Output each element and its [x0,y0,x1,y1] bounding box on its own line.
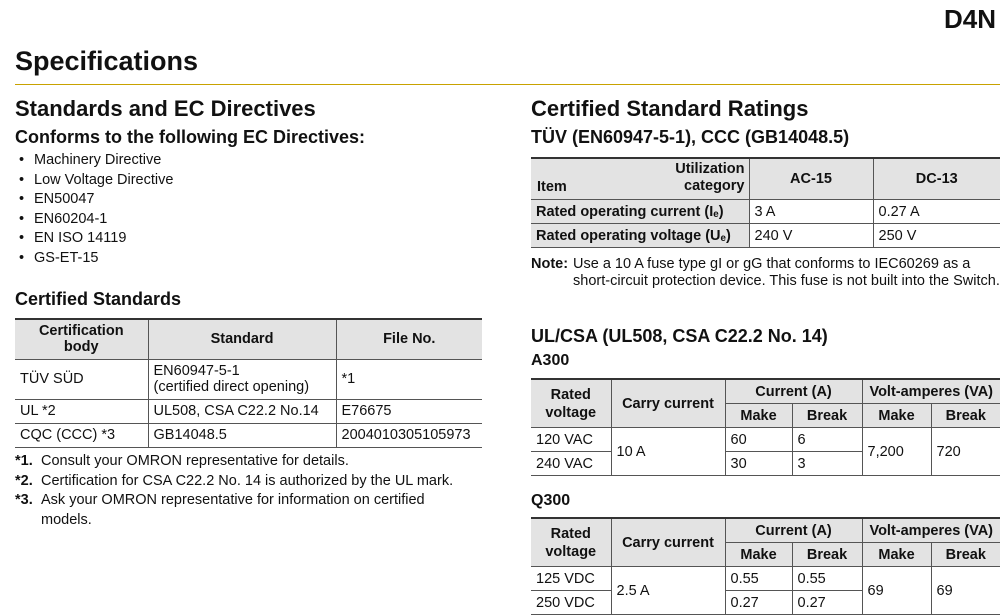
header-break: Break [792,404,862,428]
cell-value: 3 A [749,200,873,224]
footnote [15,452,490,472]
table-row [531,567,1000,591]
header-make: Make [725,404,792,428]
cell-value: 0.27 A [873,200,1000,224]
header-certification-body: Certification body [15,319,148,359]
header-break: Break [931,404,1000,428]
cell-value: 240 V [749,224,873,248]
cell-standard: GB14048.5 [148,423,336,447]
header-dc13: DC-13 [873,158,1000,200]
footnote [15,472,490,492]
table-row [15,399,482,423]
header-make: Make [725,543,792,567]
footnote-text: Consult your OMRON representative for details. [41,453,349,469]
cell-break: 6 [792,428,862,452]
table-row [531,224,1000,248]
header-make: Make [862,543,931,567]
table-row [531,200,1000,224]
footnote [15,491,490,530]
certified-standards-table [15,318,482,448]
header-break: Break [792,543,862,567]
ec-directives-list [15,151,173,268]
cell-make: 0.55 [725,567,792,591]
cell-break: 3 [792,452,862,476]
list-item: • Low Voltage Directive [15,171,173,191]
q300-heading: Q300 [531,492,571,509]
header-current: Current (A) [725,518,862,543]
footnote-text: Certification for CSA C22.2 No. 14 is authorized by the UL mark. [41,472,454,489]
cell-break: 0.55 [792,567,862,591]
ec-directives-heading: Conforms to the following EC Directives: [15,127,366,147]
header-rated-voltage: Rated voltage [531,379,611,428]
page-title: Specifications [15,46,199,76]
footnotes [15,452,490,530]
header-carry-current: Carry current [611,518,725,567]
table-row [15,423,482,447]
table-row [531,428,1000,452]
cell-carry: 2.5 A [611,567,725,615]
q300-table [531,517,1000,615]
header-volt-amperes: Volt-amperes (VA) [862,518,1000,543]
cell-va-make: 7,200 [862,428,931,476]
cell-file: 2004010305105973 [336,423,482,447]
header-standard: Standard [148,319,336,359]
cell-voltage: 240 VAC [531,452,611,476]
cell-make: 30 [725,452,792,476]
note-label: Note: [531,256,569,272]
certified-standards-heading: Certified Standards [15,289,182,309]
footnote-text: Ask your OMRON representative for information on certified models. [41,492,425,528]
footnote-mark: *1. [15,453,33,469]
header-ac15: AC-15 [749,158,873,200]
model-name: D4N [943,4,996,34]
list-item: • EN60204-1 [15,210,173,230]
cell-body: TÜV SÜD [15,359,148,399]
tuv-ratings-table [531,157,1000,248]
cell-va-break: 69 [931,567,1000,615]
list-item: • Machinery Directive [15,151,173,171]
cell-va-break: 720 [931,428,1000,476]
row-label: Rated operating voltage (Uₑ) [531,224,749,248]
header-make: Make [862,404,931,428]
list-item: • GS-ET-15 [15,249,173,269]
cell-break: 0.27 [792,591,862,615]
cell-standard [148,359,336,399]
title-divider [15,84,1000,85]
tuv-heading: TÜV (EN60947-5-1), CCC (GB14048.5) [531,127,850,147]
standard-line: EN60947-5-1 [153,363,240,379]
row-label: Rated operating current (Iₑ) [531,200,749,224]
cell-standard: UL508, CSA C22.2 No.14 [148,399,336,423]
fuse-note [531,256,1000,290]
list-item: • EN50047 [15,190,173,210]
cell-body: UL *2 [15,399,148,423]
a300-heading: A300 [531,352,570,369]
cell-make: 60 [725,428,792,452]
note-text: Use a 10 A fuse type gI or gG that conforms to IEC60269 as a short-circuit protection device. This fuse is not built into the Switch. [573,256,1000,289]
cell-voltage: 120 VAC [531,428,611,452]
header-volt-amperes: Volt-amperes (VA) [862,379,1000,404]
header-break: Break [931,543,1000,567]
category-text: category [684,178,745,194]
header-rated-voltage: Rated voltage [531,518,611,567]
standards-heading: Standards and EC Directives [15,96,316,121]
utilization-label [675,161,744,195]
cell-file: E76675 [336,399,482,423]
item-label: Item [537,179,567,195]
cell-make: 0.27 [725,591,792,615]
utilization-text: Utilization [675,161,745,177]
cell-body: CQC (CCC) *3 [15,423,148,447]
ratings-heading: Certified Standard Ratings [531,96,809,121]
footnote-mark: *3. [15,492,33,508]
standard-line: (certified direct opening) [153,379,310,395]
ul-csa-heading: UL/CSA (UL508, CSA C22.2 No. 14) [531,326,828,346]
cell-va-make: 69 [862,567,931,615]
header-file-no: File No. [336,319,482,359]
cell-carry: 10 A [611,428,725,476]
list-item: • EN ISO 14119 [15,229,173,249]
table-row [15,359,482,399]
cell-value: 250 V [873,224,1000,248]
a300-table [531,378,1000,476]
cell-voltage: 250 VDC [531,591,611,615]
footnote-mark: *2. [15,472,33,489]
header-carry-current: Carry current [611,379,725,428]
cell-voltage: 125 VDC [531,567,611,591]
cell-file: *1 [336,359,482,399]
header-current: Current (A) [725,379,862,404]
header-item-category [531,158,749,200]
